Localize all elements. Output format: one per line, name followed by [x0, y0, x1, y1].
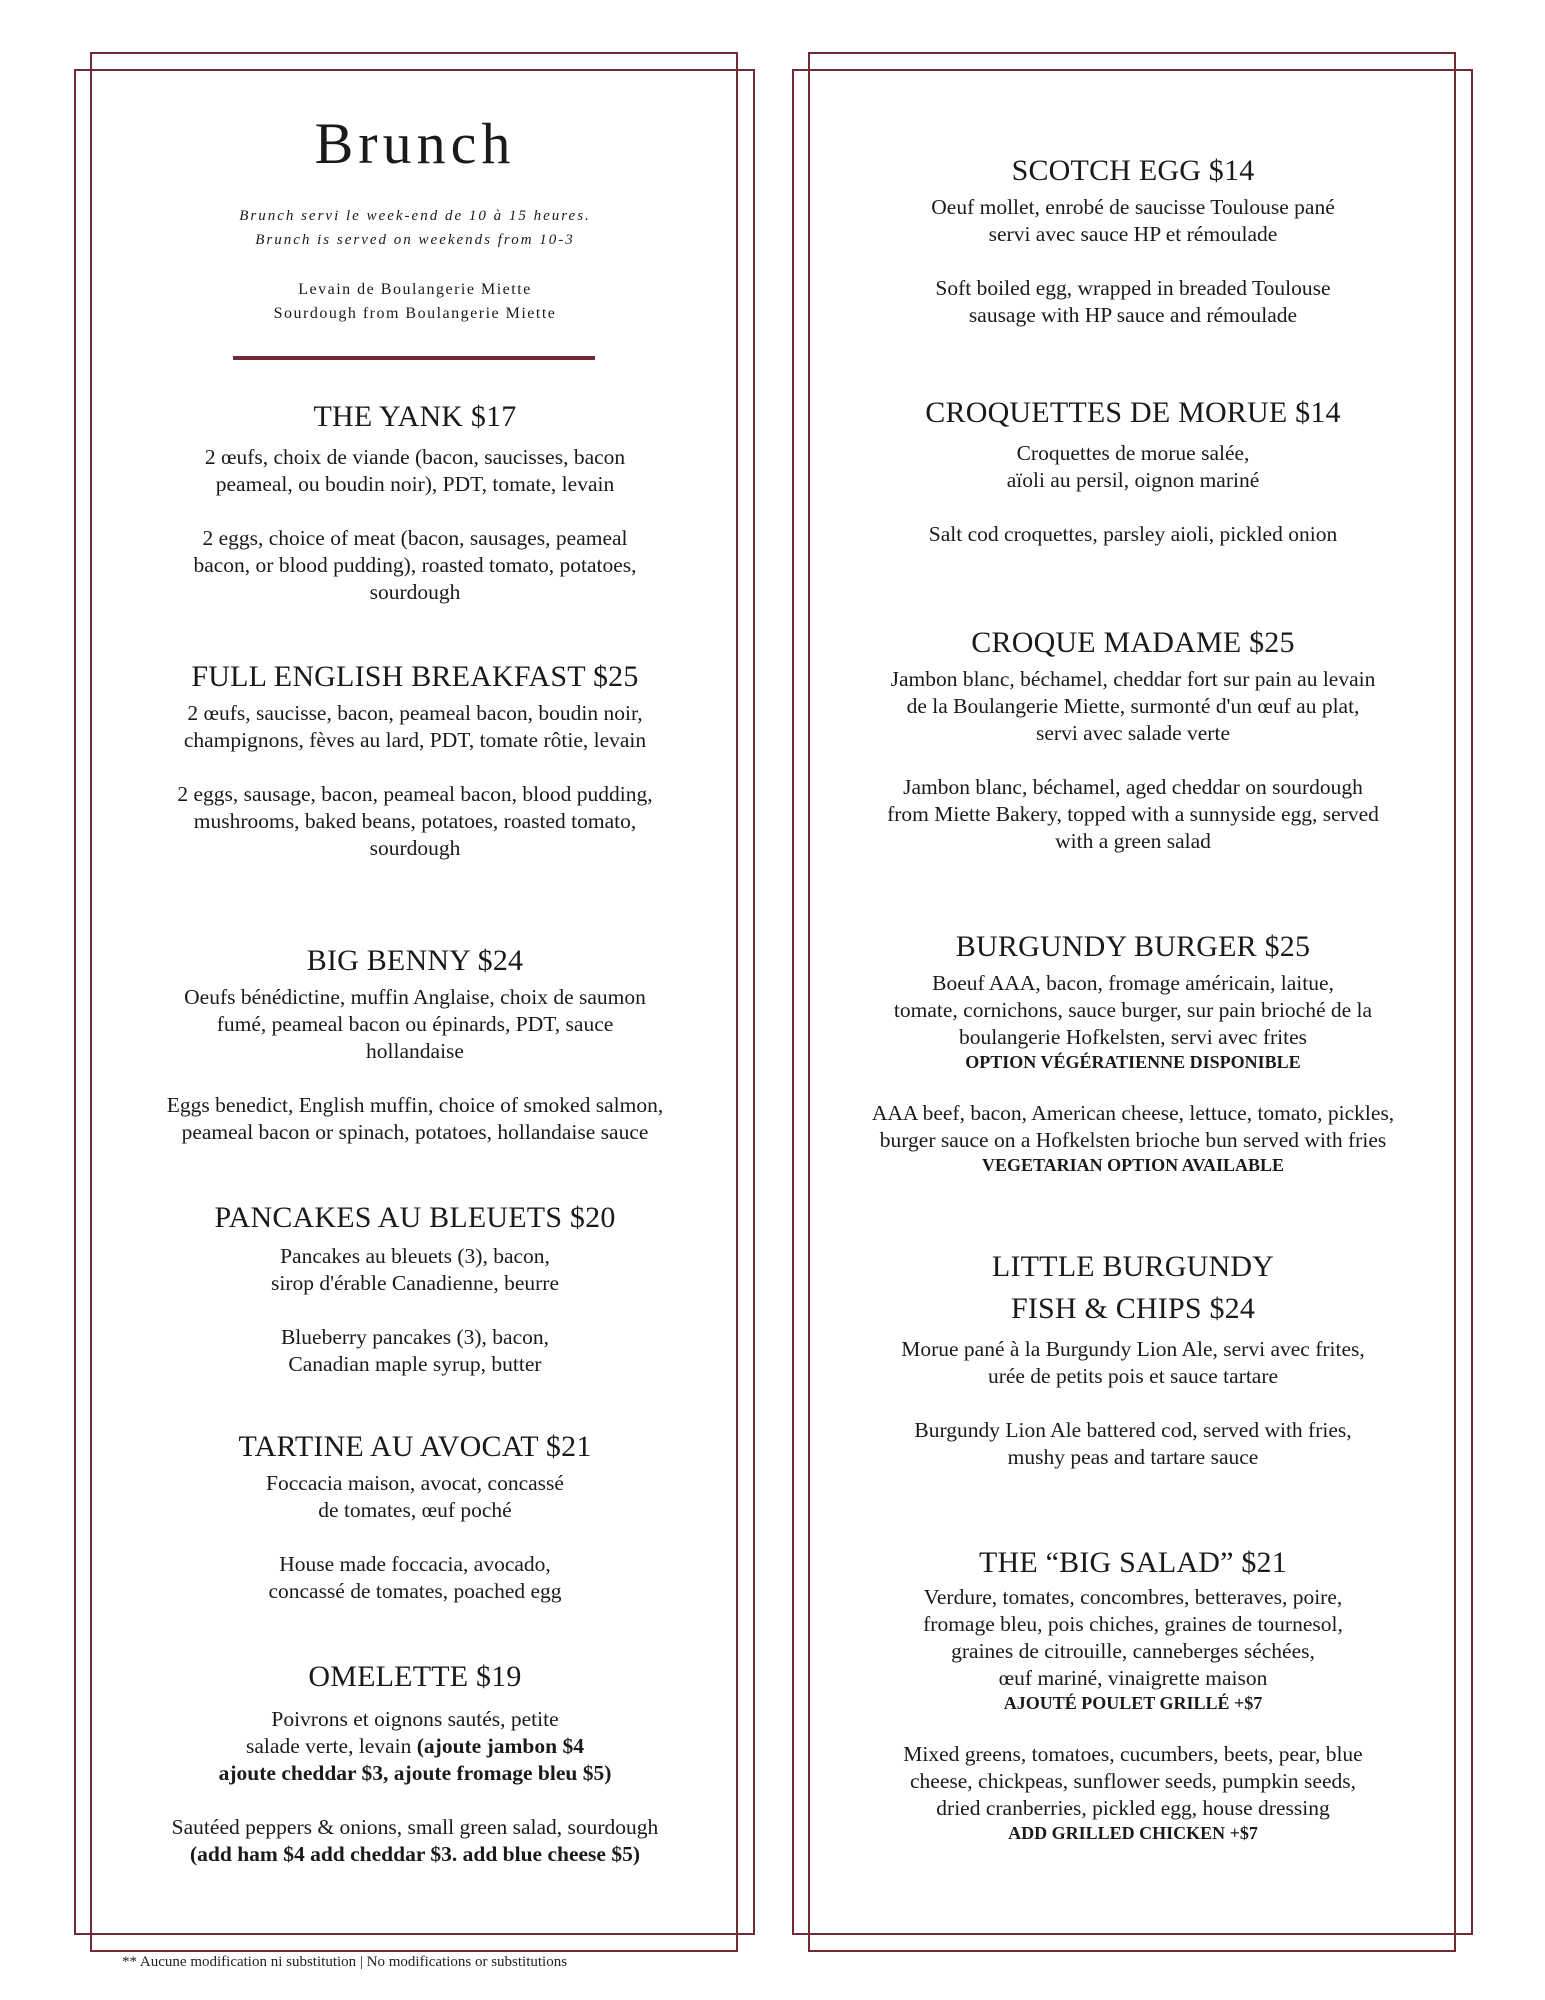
sourdough-note: [95, 278, 735, 326]
sourdough-fr: Levain de Boulangerie Miette: [298, 281, 532, 298]
menu-item-the-yank: [95, 396, 735, 606]
item-desc-en: Salt cod croquettes, parsley aioli, pickled onion: [928, 522, 1338, 546]
menu-item-full-english-breakfast: [95, 656, 735, 862]
item-title: SCOTCH EGG $14: [1011, 154, 1255, 187]
footer-note: ** Aucune modification ni substitution | No modifications or substitutions: [122, 1954, 568, 1970]
vegetarian-option-en: VEGETARIAN OPTION AVAILABLE: [981, 1155, 1285, 1175]
menu-item-big-benny: [95, 940, 735, 1146]
item-desc-fr: 2 œufs, choix de viande (bacon, saucisses, bacon peameal, ou boudin noir), PDT, tomate, levain: [204, 445, 626, 496]
menu-item-tartine-au-avocat: [95, 1426, 735, 1605]
item-title: CROQUE MADAME $25: [971, 626, 1295, 659]
hours-fr: Brunch servi le week-end de 10 à 15 heures.: [239, 208, 591, 224]
sourdough-en: Sourdough from Boulangerie Miette: [273, 305, 557, 322]
item-desc-en: Mixed greens, tomatoes, cucumbers, beets, pear, blue cheese, chickpeas, sunflower seeds, pumpkin seeds, dried cranberries, pickled egg, house dressing: [903, 1742, 1363, 1820]
item-title: OMELETTE $19: [308, 1660, 522, 1693]
menu-item-croque-madame: [813, 622, 1453, 855]
item-desc-en: Burgundy Lion Ale battered cod, served with fries, mushy peas and tartare sauce: [914, 1418, 1352, 1469]
menu-item-croquettes-de-morue: [813, 392, 1453, 548]
item-desc-fr: Oeufs bénédictine, muffin Anglaise, choix de saumon fumé, peameal bacon ou épinards, PDT, sauce hollandaise: [184, 985, 646, 1063]
item-desc-fr: Morue pané à la Burgundy Lion Ale, servi avec frites, urée de petits pois et sauce tartare: [901, 1337, 1365, 1388]
menu-item-fish-and-chips: [813, 1246, 1453, 1471]
item-title: PANCAKES AU BLEUETS $20: [214, 1201, 616, 1234]
add-chicken-fr: AJOUTÉ POULET GRILLÉ +$7: [1003, 1693, 1263, 1713]
item-desc-fr: Jambon blanc, béchamel, cheddar fort sur pain au levain de la Boulangerie Miette, surmonté d'un œuf au plat, servi avec salade verte: [890, 667, 1376, 745]
item-desc-fr: Verdure, tomates, concombres, betteraves, poire, fromage bleu, pois chiches, graines de tournesol, graines de citrouille, canneberges séchées, œuf mariné, vinaigrette maison: [923, 1585, 1343, 1690]
item-title: CROQUETTES DE MORUE $14: [925, 396, 1341, 429]
item-desc-fr: Croquettes de morue salée, aïoli au persil, oignon mariné: [1006, 441, 1260, 492]
item-desc-en: Blueberry pancakes (3), bacon, Canadian maple syrup, butter: [280, 1325, 550, 1376]
item-desc-en: Eggs benedict, English muffin, choice of smoked salmon, peameal bacon or spinach, potatoes, hollandaise sauce: [166, 1093, 664, 1144]
menu-item-burgundy-burger: [813, 926, 1453, 1176]
vegetarian-option-fr: OPTION VÉGÉRATIENNE DISPONIBLE: [965, 1052, 1301, 1072]
item-desc-fr: Oeuf mollet, enrobé de saucisse Toulouse pané servi avec sauce HP et rémoulade: [931, 195, 1335, 246]
menu-item-scotch-egg: [813, 150, 1453, 329]
item-desc-en: Jambon blanc, béchamel, aged cheddar on sourdough from Miette Bakery, topped with a sunnyside egg, served with a green salad: [887, 775, 1379, 853]
item-desc-fr: Foccacia maison, avocat, concassé de tomates, œuf poché: [266, 1471, 564, 1522]
item-desc-fr: Boeuf AAA, bacon, fromage américain, laitue, tomate, cornichons, sauce burger, sur pain brioché de la boulangerie Hofkelsten, servi avec frites: [893, 971, 1373, 1049]
menu-title: Brunch: [314, 111, 516, 176]
item-title: BIG BENNY $24: [306, 944, 524, 977]
menu-item-omelette: [95, 1656, 735, 1868]
menu-item-pancakes-au-bleuets: [95, 1197, 735, 1378]
header-divider: [233, 356, 595, 360]
item-title: THE YANK $17: [313, 400, 517, 433]
item-desc-en: Soft boiled egg, wrapped in breaded Toulouse sausage with HP sauce and rémoulade: [935, 276, 1331, 327]
hours-en: Brunch is served on weekends from 10-3: [255, 232, 575, 248]
item-desc-en: 2 eggs, choice of meat (bacon, sausages, peameal bacon, or blood pudding), roasted tomato, potatoes, sourdough: [193, 526, 637, 604]
item-desc-en: AAA beef, bacon, American cheese, lettuce, tomato, pickles, burger sauce on a Hofkelsten brioche bun served with fries: [871, 1101, 1395, 1152]
menu-item-big-salad: [813, 1542, 1453, 1844]
item-title: FULL ENGLISH BREAKFAST $25: [191, 660, 639, 693]
item-desc-en: House made foccacia, avocado, concassé de tomates, poached egg: [268, 1552, 562, 1603]
add-chicken-en: ADD GRILLED CHICKEN +$7: [1008, 1823, 1258, 1843]
item-desc-en: 2 eggs, sausage, bacon, peameal bacon, blood pudding, mushrooms, baked beans, potatoes, roasted tomato, sourdough: [177, 782, 653, 860]
item-title: BURGUNDY BURGER $25: [955, 930, 1311, 963]
brunch-hours: [95, 204, 735, 252]
item-title: THE “BIG SALAD” $21: [979, 1546, 1287, 1579]
item-title: LITTLE BURGUNDY FISH & CHIPS $24: [991, 1250, 1275, 1325]
item-desc-fr: 2 œufs, saucisse, bacon, peameal bacon, boudin noir, champignons, fèves au lard, PDT, tomate rôtie, levain: [183, 701, 647, 752]
item-desc-fr: Poivrons et oignons sautés, petite salade verte, levain (ajoute jambon $4 ajoute cheddar $3, ajoute fromage bleu $5): [218, 1707, 612, 1785]
item-desc-fr: Pancakes au bleuets (3), bacon, sirop d'érable Canadienne, beurre: [270, 1244, 560, 1295]
item-desc-en: Sautéed peppers & onions, small green salad, sourdough (add ham $4 add cheddar $3. add blue cheese $5): [171, 1815, 659, 1866]
item-title: TARTINE AU AVOCAT $21: [238, 1430, 592, 1463]
